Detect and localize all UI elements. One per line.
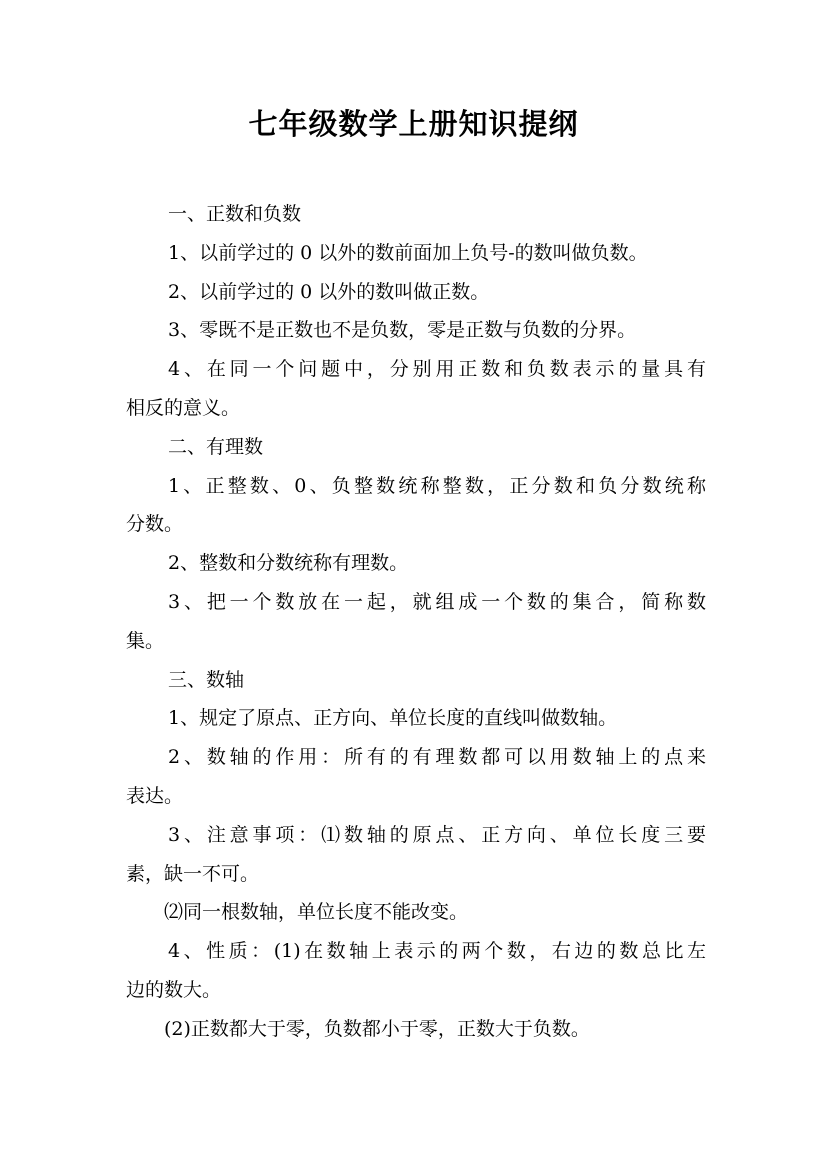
paragraph-opposite-meaning-line-1: 4、在同一个问题中，分别用正数和负数表示的量具有 [168, 358, 706, 381]
paragraph-rational-number-definition: 2、整数和分数统称有理数。 [168, 552, 409, 575]
paragraph-opposite-meaning-line-2: 相反的意义。 [126, 396, 241, 419]
paragraph-notes-line-2: 素，缺一不可。 [126, 862, 260, 885]
paragraph-properties-line-2: 边的数大。 [126, 978, 222, 1001]
paragraph-number-line-purpose-line-2: 表达。 [126, 784, 184, 807]
paragraph-negative-number-definition: 1、以前学过的 0 以外的数前面加上负号-的数叫做负数。 [168, 241, 648, 264]
paragraph-positive-number-definition: 2、以前学过的 0 以外的数叫做正数。 [168, 280, 490, 303]
paragraph-zero-boundary: 3、零既不是正数也不是负数，零是正数与负数的分界。 [168, 319, 637, 342]
paragraph-number-line-purpose-line-1: 2、数轴的作用：所有的有理数都可以用数轴上的点来 [168, 746, 706, 769]
paragraph-number-set-line-1: 3、把一个数放在一起，就组成一个数的集合，简称数 [168, 590, 706, 613]
paragraph-number-line-definition: 1、规定了原点、正方向、单位长度的直线叫做数轴。 [168, 707, 618, 730]
document-title: 七年级数学上册知识提纲 [248, 107, 579, 141]
paragraph-signs-comparison: (2)正数都大于零，负数都小于零，正数大于负数。 [164, 1017, 590, 1040]
paragraph-integers-fractions-line-2: 分数。 [126, 513, 184, 536]
document-body [126, 195, 706, 1049]
paragraph-notes-line-1: 3、注意事项：⑴数轴的原点、正方向、单位长度三要 [168, 823, 706, 846]
paragraph-number-set-line-2: 集。 [126, 629, 165, 652]
section-heading-number-line: 三、数轴 [168, 668, 245, 691]
paragraph-integers-fractions-line-1: 1、正整数、0、负整数统称整数，正分数和负分数统称 [168, 474, 706, 497]
paragraph-unit-length-constant: ⑵同一根数轴，单位长度不能改变。 [164, 901, 469, 924]
section-heading-positive-negative: 一、正数和负数 [168, 203, 302, 225]
section-heading-rational-numbers: 二、有理数 [168, 435, 264, 458]
paragraph-properties-line-1: 4、性质：(1)在数轴上表示的两个数，右边的数总比左 [168, 940, 706, 963]
